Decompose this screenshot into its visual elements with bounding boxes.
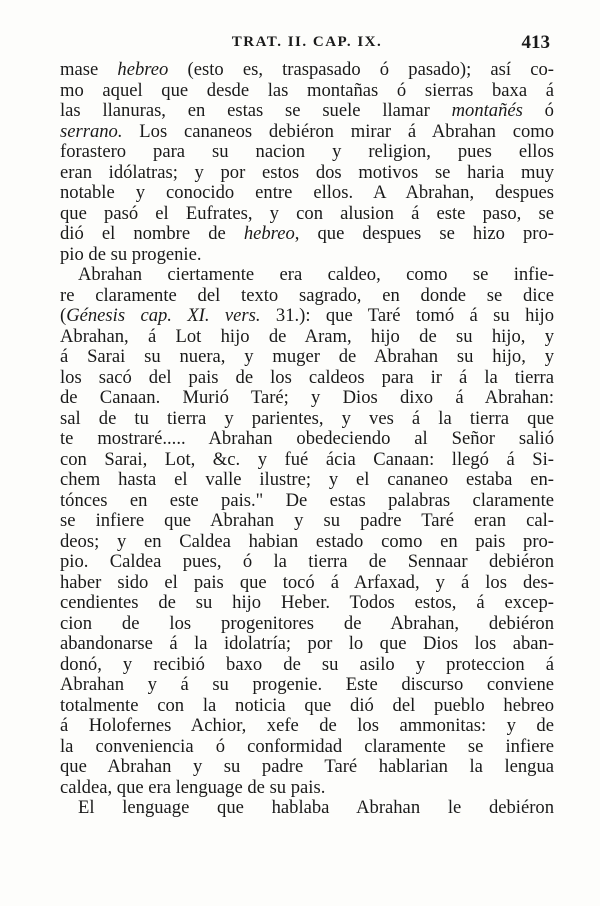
text-line — [60, 491, 554, 512]
text-line — [60, 183, 554, 204]
text-run: cendientes de su hijo Heber. Todos estos, á excep- — [60, 593, 554, 613]
text-run: á Sarai su nuera, y muger de Abrahan su hijo, y — [60, 347, 554, 367]
text-run: forastero para su nacion y religion, pues ellos — [60, 142, 554, 162]
text-run: mo aquel que desde las montañas ó sierras baxa á — [60, 80, 554, 101]
text-line — [60, 286, 554, 307]
text-line — [60, 245, 554, 266]
text-line — [60, 634, 554, 655]
page-number: 413 — [521, 32, 550, 53]
text-run: ( — [60, 306, 67, 326]
text-line — [60, 655, 554, 676]
text-run: El lenguage que hablaba Abrahan le debiéron — [78, 798, 554, 818]
text-run: dió el nombre de — [60, 224, 244, 244]
text-line — [60, 798, 554, 819]
text-line — [60, 470, 554, 491]
text-line — [60, 450, 554, 471]
text-line — [60, 532, 554, 553]
text-line — [60, 60, 554, 81]
text-line — [60, 163, 554, 184]
text-run: de Canaan. Murió Taré; y Dios dixo á Abrahan: — [60, 388, 554, 408]
italic-text: serrano. — [60, 121, 123, 142]
running-head: TRAT. II. CAP. IX. — [231, 34, 383, 50]
text-run: totalmente con la noticia que dió del pueblo hebreo — [60, 695, 554, 716]
text-run: pio. Caldea pues, ó la tierra de Sennaar debiéron — [60, 552, 554, 572]
text-run: , que despues se hizo pro- — [294, 224, 554, 244]
body-text — [60, 60, 554, 819]
text-line — [60, 429, 554, 450]
text-run: deos; y en Caldea habian estado como en pais pro- — [60, 531, 554, 552]
text-run: que Abrahan y su padre Taré hablarian la lengua — [60, 757, 554, 777]
text-run: á Holofernes Achior, xefe de los ammonitas: y de — [60, 716, 554, 736]
text-run: cion de los progenitores de Abrahan, debiéron — [60, 613, 554, 634]
text-run: las llanuras, en estas se suele llamar — [60, 101, 452, 121]
text-line — [60, 552, 554, 573]
text-run: tónces en este pais." De estas palabras claramente — [60, 490, 554, 511]
text-run: donó, y recibió baxo de su asilo y proteccion á — [60, 654, 554, 675]
text-run: chem hasta el valle ilustre; y el cananeo estaba en- — [60, 470, 554, 490]
text-line — [60, 368, 554, 389]
page-header — [60, 34, 554, 58]
text-run: Abrahan ciertamente era caldeo, como se infie- — [78, 265, 554, 285]
italic-text: Génesis cap. XI. vers. — [66, 306, 261, 326]
text-line — [60, 101, 554, 122]
text-line — [60, 716, 554, 737]
text-line — [60, 265, 554, 286]
italic-text: hebreo — [117, 60, 169, 80]
text-line — [60, 306, 554, 327]
paragraph — [60, 798, 554, 819]
text-line — [60, 757, 554, 778]
text-run: que pasó el Eufrates, y con alusion á este paso, se — [60, 203, 554, 224]
text-run: con Sarai, Lot, &c. y fué ácia Canaan: llegó á Si- — [60, 449, 554, 470]
text-run: la conveniencia ó conformidad claramente se infiere — [60, 736, 554, 757]
text-run: te mostraré..... Abrahan obedeciendo al Señor salió — [60, 429, 554, 449]
text-run: 31.): que Taré tomó á su hijo — [260, 306, 554, 326]
text-run: ó — [522, 101, 554, 121]
text-line — [60, 675, 554, 696]
italic-text: montañés — [451, 101, 523, 121]
text-line — [60, 142, 554, 163]
text-line — [60, 573, 554, 594]
text-run: mase — [60, 60, 118, 80]
text-run: (esto es, traspasado ó pasado); así co- — [168, 60, 554, 80]
text-run: notable y conocido entre ellos. A Abrahan, despues — [60, 183, 554, 203]
text-line — [60, 778, 554, 799]
text-run: sal de tu tierra y parientes, y ves á la tierra que — [60, 408, 554, 429]
text-line — [60, 327, 554, 348]
text-run: Los cananeos debiéron mirar á Abrahan como — [122, 121, 554, 142]
paragraph — [60, 60, 554, 265]
text-line — [60, 347, 554, 368]
text-run: Abrahan y á su progenie. Este discurso conviene — [60, 675, 554, 695]
text-line — [60, 614, 554, 635]
text-run: eran idólatras; y por estos dos motivos se haria muy — [60, 162, 554, 183]
text-line — [60, 593, 554, 614]
text-run: haber sido el pais que tocó á Arfaxad, y á los des- — [60, 572, 554, 593]
text-line — [60, 737, 554, 758]
text-run: caldea, que era lenguage de su pais. — [60, 777, 326, 798]
text-run: Abrahan, á Lot hijo de Aram, hijo de su hijo, y — [60, 326, 554, 347]
text-line — [60, 204, 554, 225]
text-run: se infiere que Abrahan y su padre Taré eran cal- — [60, 511, 554, 531]
text-run: abandonarse á la idolatría; por lo que Dios los aban- — [60, 634, 554, 654]
text-line — [60, 388, 554, 409]
text-line — [60, 696, 554, 717]
text-line — [60, 511, 554, 532]
text-run: los sacó del pais de los caldeos para ir á la tierra — [60, 367, 554, 388]
text-run: re claramente del texto sagrado, en donde se dice — [60, 285, 554, 306]
text-line — [60, 409, 554, 430]
text-line — [60, 224, 554, 245]
text-run: pio de su progenie. — [60, 244, 202, 265]
italic-text: hebreo — [243, 224, 295, 244]
paragraph — [60, 265, 554, 798]
text-line — [60, 81, 554, 102]
text-line — [60, 122, 554, 143]
